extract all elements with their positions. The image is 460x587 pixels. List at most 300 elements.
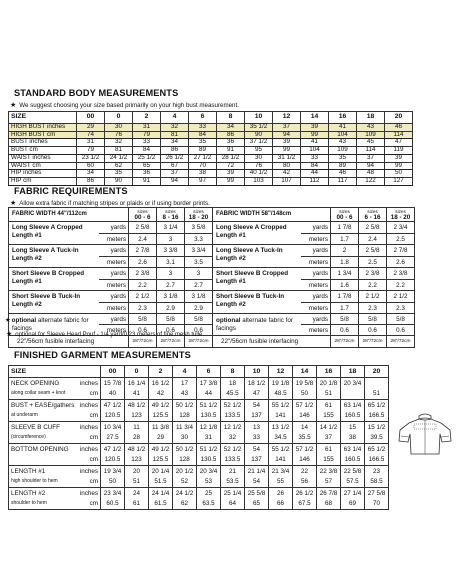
table-cell: 2.3 [359, 303, 387, 314]
table-cell: 57 1/2 [293, 444, 317, 455]
table-cell: 52 1/2 [221, 400, 245, 411]
row-label [9, 433, 101, 444]
table-cell: 1 7/8 [331, 291, 359, 303]
unit-label: cm [89, 500, 98, 508]
table-cell: 31 [197, 433, 221, 444]
table-cell: 51 1/2 [197, 444, 221, 455]
size-range: 18 - 20 [188, 213, 209, 221]
table-cell: yards [99, 245, 129, 257]
table-cell: 28"/72cm [331, 336, 359, 348]
table-cell: Short Sleeve B Tuck-In Length #2 [9, 291, 99, 314]
table-cell: 11 [125, 422, 149, 433]
table-cell: 24 1/2 [105, 154, 133, 162]
table-cell: 00 [101, 366, 125, 378]
table-cell: 62 [173, 499, 197, 510]
finished-title: FINISHED GARMENT MEASUREMENTS [14, 350, 191, 360]
table-cell: 79 [133, 131, 161, 139]
table-cell: 40 [101, 389, 125, 400]
table-cell: 42 [149, 389, 173, 400]
blouse-sketch-icon [395, 410, 455, 460]
table-cell: 137 [245, 455, 269, 466]
table-cell: 122 [357, 177, 385, 185]
table-cell [341, 389, 365, 400]
size-caption: sizes [165, 208, 176, 214]
table-cell: 80 [273, 162, 301, 170]
table-cell: Long Sleeve A Cropped Length #1 [213, 222, 301, 245]
table-cell: 12 1/8 [197, 422, 221, 433]
table-cell: 33 [245, 433, 269, 444]
table-cell: 18 [341, 366, 365, 378]
table-cell: 39 [385, 154, 413, 162]
measure-subname: at underarm [11, 412, 38, 419]
table-cell: 25 1/4 [221, 488, 245, 499]
table-cell: 94 [161, 177, 189, 185]
table-cell: yards [99, 268, 129, 280]
table-row [9, 389, 389, 400]
table-cell: 22"/56cm fusible interfacing [213, 336, 331, 348]
table-cell: 41 [329, 124, 357, 132]
table-cell: 81 [161, 131, 189, 139]
table-cell: 20 3/4 [197, 466, 221, 477]
size-range: 6 - 16 [364, 213, 381, 221]
table-row [9, 455, 389, 466]
table-cell: 146 [293, 455, 317, 466]
optional-row [213, 314, 415, 325]
table-cell: 32 [105, 139, 133, 147]
measure-subname: (circumference) [11, 434, 46, 441]
table-cell: 33 [133, 139, 161, 147]
table-cell: 123 [125, 455, 149, 466]
table-cell: 55 1/2 [269, 400, 293, 411]
table-cell: 13 [245, 422, 269, 433]
table-cell: 10 [245, 366, 269, 378]
table-cell: 72 [217, 162, 245, 170]
table-cell: 63 1/4 [341, 444, 365, 455]
table-row [9, 245, 213, 257]
table-cell: 61 [317, 444, 341, 455]
table-cell: 38 [189, 170, 217, 178]
table-cell: 99 [385, 162, 413, 170]
table-cell: 3 1/4 [157, 222, 185, 234]
table-cell [365, 378, 389, 389]
measure-name: BUST + EASE/gathers [11, 401, 75, 409]
table-cell: 1.6 [331, 280, 359, 291]
table-cell: 94 [273, 131, 301, 139]
table-row [9, 433, 389, 444]
table-cell: 2 7/8 [387, 245, 415, 257]
table-cell: 133.5 [221, 411, 245, 422]
table-row [9, 139, 413, 147]
table-cell: 14 [293, 422, 317, 433]
table-cell: 89 [189, 147, 217, 155]
table-cell: 35 [329, 154, 357, 162]
table-cell: 48 1/2 [125, 444, 149, 455]
table-cell: 67.5 [293, 499, 317, 510]
row-label [9, 400, 101, 411]
table-cell: 24 1/2 [173, 488, 197, 499]
table-cell: 51 [317, 389, 341, 400]
optional-label: optional [216, 317, 241, 325]
table-cell: 18 [221, 378, 245, 389]
table-cell [213, 314, 301, 336]
table-row [9, 400, 389, 411]
star-icon: ★ [10, 102, 17, 109]
table-cell: 119 [385, 147, 413, 155]
table-cell: 38 [341, 433, 365, 444]
table-cell: 28"/72cm [387, 336, 415, 348]
table-cell: 28"/72cm [129, 336, 157, 348]
table-cell: 3 [157, 268, 185, 280]
table-cell: yards [301, 268, 331, 280]
table-cell: 63 1/4 [341, 400, 365, 411]
table-cell: 2.9 [157, 303, 185, 314]
optional-text: alternate fabric for facings [216, 317, 293, 332]
table-cell: 2 5/8 [129, 222, 157, 234]
table-cell: 10 3/4 [101, 422, 125, 433]
table-cell: 114 [385, 131, 413, 139]
table-cell: meters [301, 234, 331, 245]
table-cell: 37 [161, 170, 189, 178]
table-cell: 44 [301, 170, 329, 178]
table-cell: 123 [125, 411, 149, 422]
table-cell: 2.3 [129, 303, 157, 314]
table-cell [359, 208, 387, 222]
size-range: 00 - 6 [336, 213, 353, 221]
table-cell: 3.3 [185, 234, 213, 245]
table-cell: 65 1/2 [365, 400, 389, 411]
row-label: HIGH BUST cm [9, 131, 77, 139]
table-cell: 27 1/2 [189, 154, 217, 162]
table-cell: 14 [301, 112, 329, 124]
row-label [9, 488, 101, 499]
table-cell: 12 1/2 [221, 422, 245, 433]
table-cell: 16 1/4 [125, 378, 149, 389]
table-cell: 76 [105, 131, 133, 139]
table-cell: 37 1/2 [245, 139, 273, 147]
row-label [9, 389, 101, 400]
table-cell: 2 [149, 366, 173, 378]
table-cell: 1 7/8 [331, 222, 359, 234]
table-cell: 30 [245, 154, 273, 162]
unit-label: cm [89, 412, 98, 420]
table-cell: meters [301, 303, 331, 314]
measure-name: LENGTH #2 [11, 489, 46, 497]
row-label: HIP cm [9, 177, 77, 185]
table-cell: Short Sleeve B Tuck-In Length #2 [213, 291, 301, 314]
table-cell: 2 [133, 112, 161, 124]
unit-label: inches [79, 379, 98, 387]
table-cell: 0 [105, 112, 133, 124]
table-cell: 14 [293, 366, 317, 378]
row-label: WAIST inches [9, 154, 77, 162]
unit-label: cm [89, 390, 98, 398]
table-cell: 35.5 [293, 433, 317, 444]
table-cell: 133.5 [221, 455, 245, 466]
table-cell: 46 [329, 170, 357, 178]
unit-label: inches [79, 445, 98, 453]
table-row [9, 177, 413, 185]
table-cell: 10 [245, 112, 273, 124]
table-cell: 125.5 [149, 455, 173, 466]
table-cell: 5/8 [359, 314, 387, 325]
table-cell: 2.5 [359, 257, 387, 268]
table-row [9, 162, 413, 170]
table-cell: yards [99, 222, 129, 234]
table-cell: 20 3/4 [341, 378, 365, 389]
table-cell: 3 3/4 [185, 245, 213, 257]
table-cell: 70 [189, 162, 217, 170]
table-cell: 55 1/2 [269, 444, 293, 455]
table-cell: 57.5 [341, 477, 365, 488]
table-cell: Long Sleeve A Tuck-In Length #2 [213, 245, 301, 268]
row-label: BUST inches [9, 139, 77, 147]
table-cell: 2 1/2 [387, 291, 415, 303]
optional-text: alternate fabric for facings [12, 317, 89, 332]
standard-table [8, 111, 413, 186]
table-cell: 44 [197, 389, 221, 400]
size-caption: sizes [193, 208, 204, 214]
table-cell: 95 [245, 147, 273, 155]
table-cell: 34 [161, 139, 189, 147]
table-cell: 41 [301, 139, 329, 147]
table-cell: 18 [357, 112, 385, 124]
table-cell: 4 [173, 366, 197, 378]
table-cell: 2.4 [129, 234, 157, 245]
size-caption: sizes [395, 208, 406, 214]
table-cell: 20 1/8 [317, 378, 341, 389]
table-cell: 34 [217, 124, 245, 132]
table-cell: 21 [221, 466, 245, 477]
table-cell: 3 1/8 [157, 291, 185, 303]
table-cell: 20 [385, 112, 413, 124]
measure-name: NECK OPENING [11, 379, 60, 387]
table-cell: 54 [245, 477, 269, 488]
table-cell: 0 [125, 366, 149, 378]
table-cell: 33 [189, 124, 217, 132]
table-cell: 20 1/2 [173, 466, 197, 477]
table-cell: 65 1/2 [365, 444, 389, 455]
table-cell: 166.5 [365, 455, 389, 466]
table-cell: Short Sleeve B Cropped Length #1 [213, 268, 301, 291]
unit-label: cm [89, 434, 98, 442]
table-cell: 23 1/2 [77, 154, 105, 162]
table-cell: 2.3 [387, 303, 415, 314]
table-cell: 14 1/2 [317, 422, 341, 433]
pouf-note: ★ optional for Sleeve Head Pouf - 1/4 yard/0.23 meters of fine mesh tulle [6, 331, 203, 338]
table-cell: 50 [293, 389, 317, 400]
size-range: 00 - 6 [134, 213, 151, 221]
table-cell: 50 [101, 477, 125, 488]
table-cell: 2 5/8 [359, 222, 387, 234]
table-cell: 51.5 [149, 477, 173, 488]
table-cell: meters [301, 257, 331, 268]
table-cell: 160.5 [341, 411, 365, 422]
measure-name: LENGTH #1 [11, 467, 46, 475]
table-cell: 28"/72cm [185, 336, 213, 348]
fabric-table-58 [212, 207, 415, 348]
table-cell: 2.2 [387, 280, 415, 291]
table-cell: meters [99, 280, 129, 291]
table-cell: 2 [331, 245, 359, 257]
table-cell: 51 1/2 [197, 400, 221, 411]
table-cell: 112 [301, 177, 329, 185]
table-cell: yards [301, 222, 331, 234]
table-cell: Short Sleeve B Cropped Length #1 [9, 268, 99, 291]
unit-label: cm [89, 478, 98, 486]
table-cell: 16 [329, 112, 357, 124]
optional-row [9, 314, 213, 325]
table-cell: 62 [105, 162, 133, 170]
table-cell: 128 [173, 411, 197, 422]
table-cell: 3 [185, 268, 213, 280]
table-cell: 5/8 [331, 314, 359, 325]
table-cell: 2 3/8 [359, 268, 387, 280]
row-label: WAIST cm [9, 162, 77, 170]
table-row [9, 444, 389, 455]
table-cell: 48 1/2 [125, 400, 149, 411]
table-cell: 64 [221, 499, 245, 510]
table-cell: 104 [329, 131, 357, 139]
table-cell: 35 1/2 [245, 124, 273, 132]
table-cell: 24 [125, 488, 149, 499]
table-cell: 34 [77, 170, 105, 178]
table-cell: 53.5 [221, 477, 245, 488]
table-cell: 28"/72cm [359, 336, 387, 348]
finished-table [8, 365, 389, 510]
table-cell: yards [99, 291, 129, 303]
table-cell: 20 [365, 366, 389, 378]
table-cell: 27 1/4 [341, 488, 365, 499]
table-cell: 16 1/2 [149, 378, 173, 389]
table-row [9, 499, 389, 510]
table-cell: 13 1/2 [269, 422, 293, 433]
table-cell: 8 [217, 112, 245, 124]
table-cell: 97 [189, 177, 217, 185]
table-cell: 146 [293, 411, 317, 422]
interfacing-row [213, 336, 415, 348]
table-cell: 35 [105, 170, 133, 178]
table-cell: 3.5 [185, 257, 213, 268]
table-cell: 61 [317, 400, 341, 411]
table-cell: 36 [217, 139, 245, 147]
table-cell: meters [99, 257, 129, 268]
table-cell: 0.6 [129, 325, 157, 336]
table-cell: 2 5/8 [359, 245, 387, 257]
table-cell: 32 [221, 433, 245, 444]
table-cell: 104 [301, 147, 329, 155]
table-cell: 3 [157, 234, 185, 245]
table-cell: 74 [77, 131, 105, 139]
table-cell: yards [99, 314, 129, 325]
table-cell: 5/8 [157, 314, 185, 325]
table-header-row [9, 208, 213, 222]
table-cell: 109 [357, 131, 385, 139]
table-cell: 52 [173, 477, 197, 488]
row-label [9, 444, 101, 455]
table-cell: 32 [161, 124, 189, 132]
table-cell: 19 5/8 [293, 378, 317, 389]
table-cell: 39 [217, 170, 245, 178]
table-cell: 11 3/8 [149, 422, 173, 433]
table-cell: 68 [317, 499, 341, 510]
table-cell: 55 [269, 477, 293, 488]
table-cell: 27.5 [101, 433, 125, 444]
table-row [9, 170, 413, 178]
table-cell: 20 [125, 466, 149, 477]
table-cell: 86 [77, 177, 105, 185]
table-cell: 5/8 [185, 314, 213, 325]
standard-note: ★ We suggest choosing your size based primarily on your high bust measurement. [10, 102, 239, 109]
table-cell: 15 [341, 422, 365, 433]
table-cell: 31 [133, 124, 161, 132]
table-cell: 57 [317, 477, 341, 488]
table-row [9, 411, 389, 422]
table-cell: 51 [365, 389, 389, 400]
table-cell: 41 [125, 389, 149, 400]
table-cell: 22"/56cm fusible interfacing [9, 336, 129, 348]
table-cell: 47 [385, 139, 413, 147]
table-cell: meters [99, 234, 129, 245]
table-cell: 17 3/8 [197, 378, 221, 389]
table-row [213, 222, 415, 234]
table-cell: 166.5 [365, 411, 389, 422]
table-cell: 5/8 [129, 314, 157, 325]
fabric-table-44 [5, 207, 213, 348]
table-cell: Long Sleeve A Tuck-In Length #2 [9, 245, 99, 268]
table-cell: 79 [77, 147, 105, 155]
table-cell: 11 3/4 [173, 422, 197, 433]
unit-label: inches [79, 489, 98, 497]
row-label [9, 422, 101, 433]
table-cell: 2.9 [185, 303, 213, 314]
size-range: 8 - 16 [162, 213, 179, 221]
table-cell: 3 1/8 [185, 291, 213, 303]
measure-name: BOTTOM OPENING [11, 445, 69, 453]
table-cell: 47 1/2 [101, 400, 125, 411]
table-cell: 76 [245, 162, 273, 170]
table-cell: meters [301, 325, 331, 336]
table-cell: 48.5 [269, 389, 293, 400]
table-row [9, 291, 213, 303]
table-cell: 25 [197, 488, 221, 499]
table-cell: 63.5 [197, 499, 221, 510]
table-header-row [9, 366, 389, 378]
table-cell: 22 3/8 [317, 466, 341, 477]
table-cell: 18 1/2 [245, 378, 269, 389]
table-row [9, 477, 389, 488]
table-cell: 21 1/4 [245, 466, 269, 477]
table-cell: 47 1/2 [101, 444, 125, 455]
table-cell: 40 1/2 [245, 170, 273, 178]
table-cell: 94 [357, 162, 385, 170]
table-cell: 26 1/2 [293, 488, 317, 499]
table-cell: 89 [329, 162, 357, 170]
table-cell: 30 [105, 124, 133, 132]
table-cell: 2 7/8 [129, 245, 157, 257]
table-cell: 2.2 [359, 280, 387, 291]
table-cell: 84 [301, 162, 329, 170]
table-cell: 91 [133, 177, 161, 185]
table-cell: 36 [133, 170, 161, 178]
table-cell: 26 [269, 488, 293, 499]
table-row [9, 488, 389, 499]
table-cell [129, 208, 157, 222]
table-cell: 90 [245, 131, 273, 139]
table-cell: 84 [133, 147, 161, 155]
table-cell: 125.5 [149, 411, 173, 422]
unit-label: inches [79, 423, 98, 431]
table-cell: 58.5 [365, 477, 389, 488]
